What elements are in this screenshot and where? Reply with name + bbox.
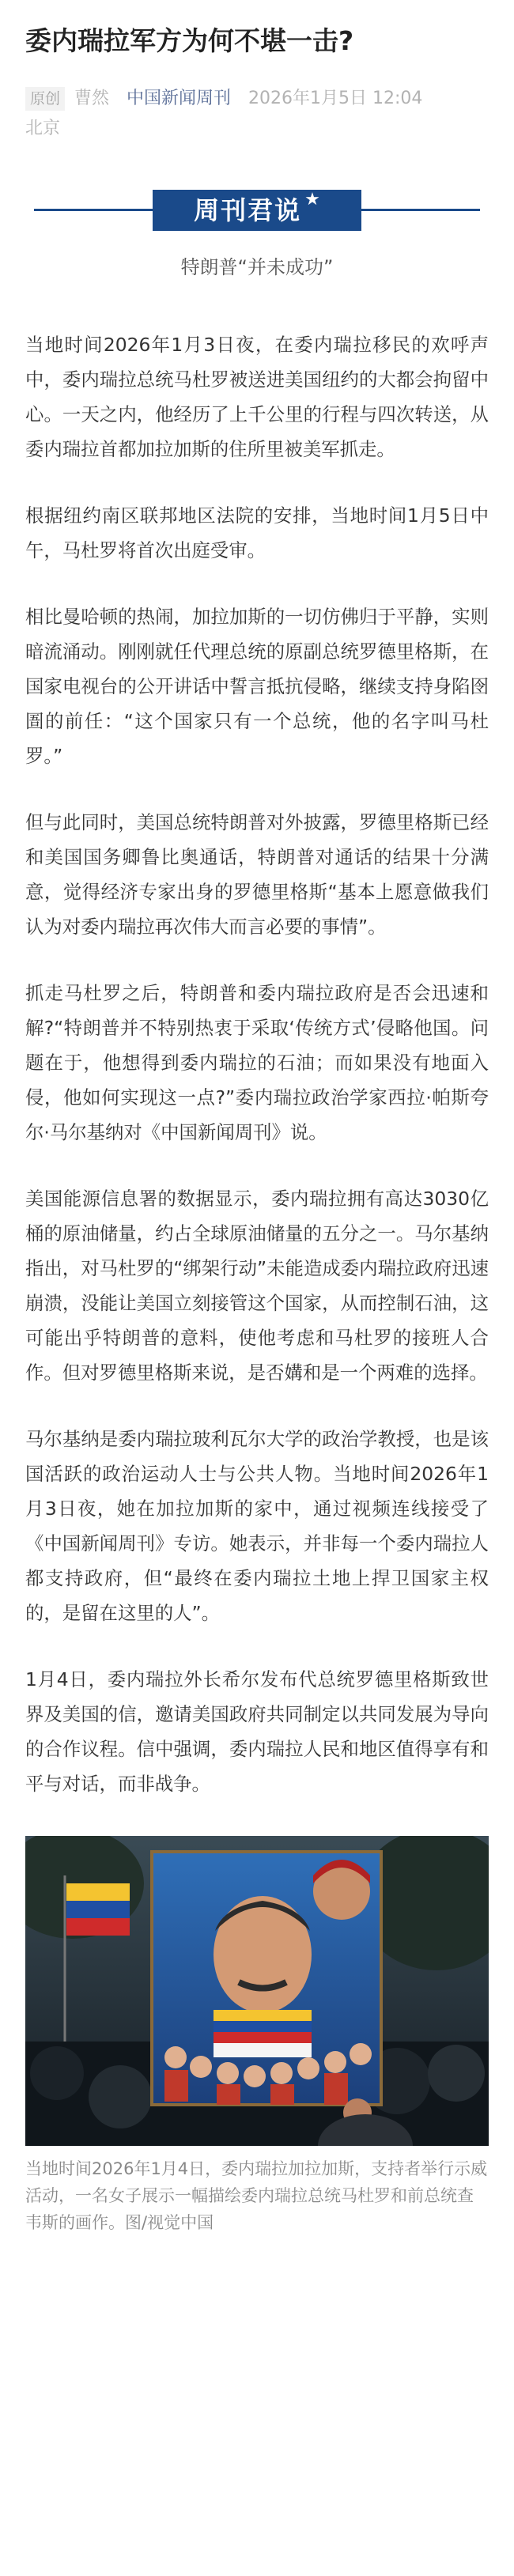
column-name: 周刊君说	[194, 195, 302, 225]
paragraph: 1月4日，委内瑞拉外长希尔发布代总统罗德里格斯致世界及美国的信，邀请美国政府共同制定以共同发展为导向的合作议程。信中强调，委内瑞拉人民和地区值得享有和平与对话，而非战争。	[25, 1668, 489, 1795]
paragraph: 当地时间2026年1月3日夜，在委内瑞拉移民的欢呼声中，委内瑞拉总统马杜罗被送进美国纽约的大都会拘留中心。一天之内，他经历了上千公里的行程与四次转送，从委内瑞拉首都加拉加斯的住所里被美军抓走。	[25, 334, 489, 460]
publish-date: 2026年1月5日 12:04	[248, 89, 423, 108]
publish-location: 北京	[25, 119, 61, 138]
protest-painting-image	[25, 1836, 489, 2146]
article-title: 委内瑞拉军方为何不堪一击?	[25, 25, 354, 56]
column-banner	[153, 190, 361, 231]
paragraph: 马尔基纳是委内瑞拉玻利瓦尔大学的政治学教授，也是该国活跃的政治运动人士与公共人物。当地时间2026年1月3日夜，她在加拉加斯的家中，通过视频连线接受了《中国新闻周刊》专访。她表示，并非每一个委内瑞拉人都支持政府，但“最终在委内瑞拉土地上捍卫国家主权的，是留在这里的人”。	[25, 1428, 489, 1624]
star-icon: ★	[304, 190, 320, 210]
paragraph: 根据纽约南区联邦地区法院的安排，当地时间1月5日中午，马杜罗将首次出庭受审。	[25, 504, 489, 561]
news-photo[interactable]	[25, 1836, 489, 2146]
photo-caption: 当地时间2026年1月4日，委内瑞拉加拉加斯，支持者举行示威活动，一名女子展示一幅描绘委内瑞拉总统马杜罗和前总统查韦斯的画作。图/视觉中国	[25, 2159, 488, 2232]
paragraph: 抓走马杜罗之后，特朗普和委内瑞拉政府是否会迅速和解?“特朗普并不特别热衷于采取‘传统方式’侵略他国。问题在于，他想得到委内瑞拉的石油；而如果没有地面入侵，他如何实现这一点?”委内瑞拉政治学家西拉·帕斯夸尔·马尔基纳对《中国新闻周刊》说。	[25, 982, 489, 1143]
article-body	[25, 327, 489, 1801]
source-account-link[interactable]: 中国新闻周刊	[127, 89, 232, 108]
article-meta	[25, 84, 489, 144]
column-subtitle: 特朗普“并未成功”	[180, 256, 334, 278]
paragraph: 相比曼哈顿的热闹，加拉加斯的一切仿佛归于平静，实则暗流涌动。刚刚就任代理总统的原副总统罗德里格斯，在国家电视台的公开讲话中誓言抵抗侵略，继续支持身陷囹圄的前任：“这个国家只有一个总统，他的名字叫马杜罗。”	[25, 606, 489, 767]
paragraph: 但与此同时，美国总统特朗普对外披露，罗德里格斯已经和美国国务卿鲁比奥通话，特朗普对通话的结果十分满意，觉得经济专家出身的罗德里格斯“基本上愿意做我们认为对委内瑞拉再次伟大而言必要的事情”。	[25, 811, 489, 938]
original-badge: 原创	[25, 87, 65, 111]
author-name: 曹然	[74, 89, 110, 108]
paragraph: 美国能源信息署的数据显示，委内瑞拉拥有高达3030亿桶的原油储量，约占全球原油储量的五分之一。马尔基纳指出，对马杜罗的“绑架行动”未能造成委内瑞拉政府迅速崩溃，没能让美国立刻接管这个国家，从而控制石油，这可能出乎特朗普的意料，使他考虑和马杜罗的接班人合作。但对罗德里格斯来说，是否媾和是一个两难的选择。	[25, 1188, 489, 1384]
